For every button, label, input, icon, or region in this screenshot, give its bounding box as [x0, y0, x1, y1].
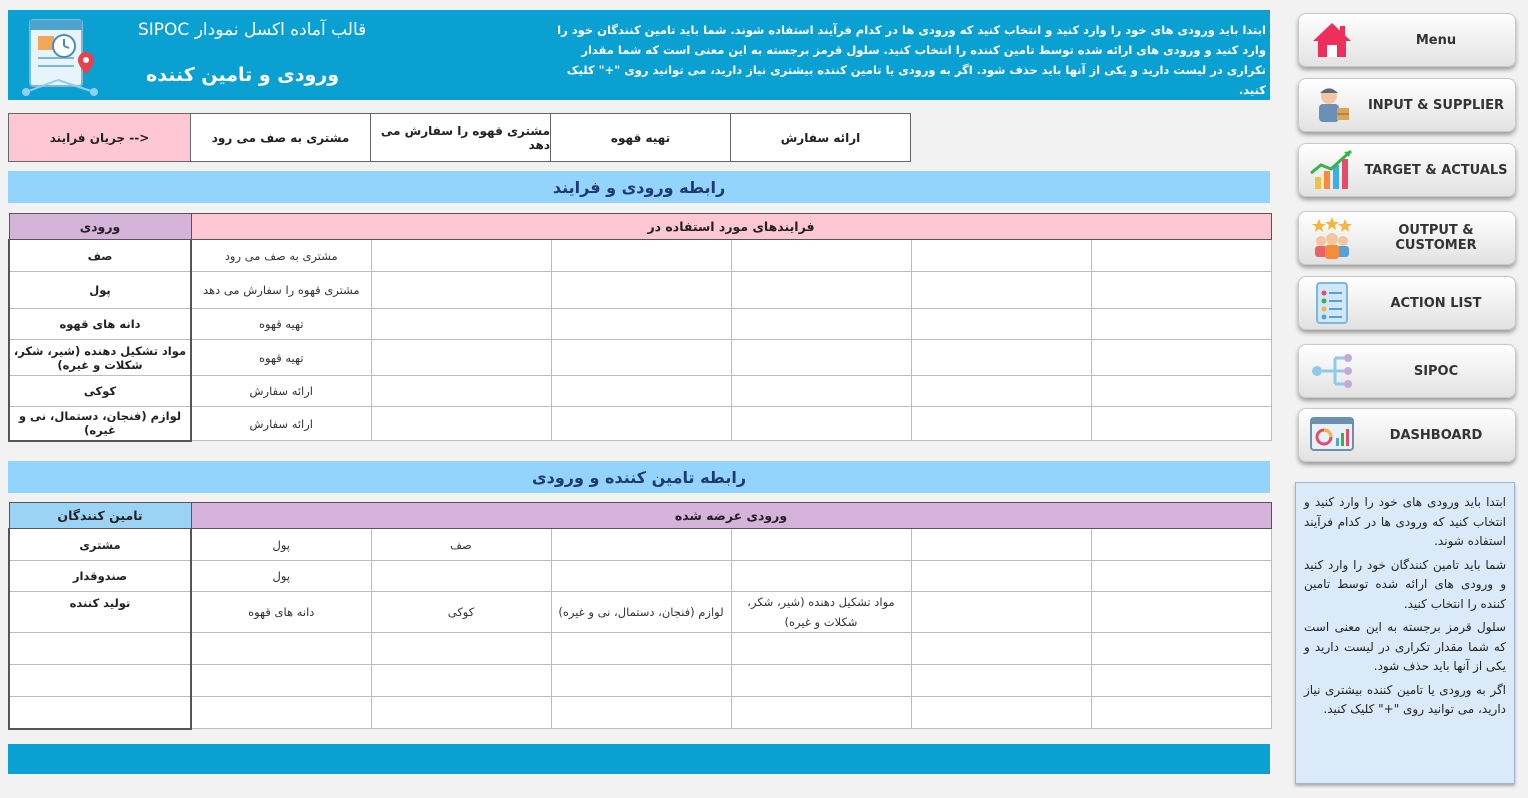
supplied-input-cell[interactable]: [731, 529, 911, 561]
nav-input-supplier-button[interactable]: [1298, 78, 1516, 132]
supplied-input-cell[interactable]: [1091, 592, 1271, 633]
section-supplier-input-title: رابطه تامین کننده و ورودی: [8, 461, 1270, 493]
dashboard-icon: [1307, 412, 1357, 458]
supplied-input-cell[interactable]: [371, 697, 551, 729]
supplier-input-table: [8, 502, 1272, 730]
nav-output-customer-button[interactable]: [1298, 211, 1516, 265]
supplied-input-cell[interactable]: [191, 665, 371, 697]
process-cell[interactable]: [911, 376, 1091, 407]
process-cell[interactable]: [911, 309, 1091, 340]
page-subtitle: ورودی و تامین کننده: [146, 64, 340, 86]
supplied-input-cell[interactable]: مواد تشکیل دهنده (شیر، شکر، شکلات و غیره): [731, 592, 911, 633]
supplier-cell[interactable]: مشتری: [9, 529, 191, 561]
nav-sipoc-button[interactable]: [1298, 344, 1516, 398]
process-cell[interactable]: [731, 407, 911, 441]
supplied-input-cell[interactable]: لوازم (فنجان، دستمال، نی و غیره): [551, 592, 731, 633]
header-description: ابتدا باید ورودی های خود را وارد کنید و انتخاب کنید که ورودی ها در کدام فرآیند استفاده شوند. شما باید تامین کنندگان خود را وارد کنید و ورودی های ارائه شده توسط تامین کننده را انتخاب کنید. سلول قرمز برجسته به این معنی است که شما مقدار تکراری در لیست دارید و یکی از آنها باید حذف شود. اگر به ورودی یا تامین کننده بیشتری نیاز دارید، می توانید روی "+" کلیک کنید.: [557, 23, 1266, 97]
process-cell[interactable]: [551, 407, 731, 441]
footer-bar: [8, 744, 1270, 774]
process-flow-row: [8, 113, 911, 162]
instruction-paragraph: شما باید تامین کنندگان خود را وارد کنید و ورودی های ارائه شده توسط تامین کننده را انتخاب کنید.: [1304, 557, 1506, 611]
supplied-inputs-header: ورودی عرضه شده: [191, 503, 1271, 529]
section-input-process-title: رابطه ورودی و فرایند: [8, 171, 1270, 203]
supplied-input-cell[interactable]: [1091, 697, 1271, 729]
supplied-input-cell[interactable]: [371, 633, 551, 665]
nav-label: SIPOC: [1413, 363, 1459, 379]
instructions-box: [1295, 482, 1515, 784]
supplied-input-cell[interactable]: صف: [371, 529, 551, 561]
supplier-cell[interactable]: [9, 665, 191, 697]
supplied-input-cell[interactable]: [551, 665, 731, 697]
input-cell[interactable]: صف: [9, 240, 191, 272]
supplied-input-cell[interactable]: [731, 633, 911, 665]
process-cell[interactable]: [1091, 272, 1271, 309]
process-cell[interactable]: [911, 240, 1091, 272]
supplied-input-cell[interactable]: دانه های قهوه: [191, 592, 371, 633]
checklist-icon: [1307, 280, 1357, 326]
process-cell[interactable]: [911, 272, 1091, 309]
flow-step[interactable]: تهیه قهوه: [550, 113, 731, 162]
process-cell[interactable]: [371, 407, 551, 441]
supplied-input-cell[interactable]: [371, 561, 551, 592]
process-cell[interactable]: ارائه سفارش: [191, 407, 371, 441]
nav-target-actuals-button[interactable]: [1298, 143, 1516, 197]
instruction-paragraph: سلول قرمز برجسته به این معنی است که شما مقدار تکراری در لیست دارید و یکی از آنها باید حذف شود.: [1304, 620, 1506, 673]
process-cell[interactable]: [1091, 376, 1271, 407]
process-cell[interactable]: [371, 240, 551, 272]
supplied-input-cell[interactable]: [1091, 529, 1271, 561]
customers-icon: [1307, 215, 1357, 261]
process-cell[interactable]: مشتری قهوه را سفارش می دهد: [191, 272, 371, 309]
process-cell[interactable]: [1091, 309, 1271, 340]
supplied-input-cell[interactable]: [551, 697, 731, 729]
process-cell[interactable]: [551, 340, 731, 376]
process-cell[interactable]: [371, 376, 551, 407]
supplier-cell[interactable]: تولید کننده: [9, 592, 191, 633]
supplied-input-cell[interactable]: [191, 697, 371, 729]
supplier-cell[interactable]: صندوقدار: [9, 561, 191, 592]
input-cell[interactable]: مواد تشکیل دهنده (شیر، شکر، شکلات و غیره): [9, 340, 191, 376]
process-cell[interactable]: [731, 340, 911, 376]
nav-label: DASHBOARD: [1389, 427, 1483, 443]
process-flow-label: <-- جریان فرایند: [8, 113, 191, 162]
input-process-table: [8, 213, 1272, 442]
process-cell[interactable]: [551, 376, 731, 407]
home-icon: [1307, 17, 1357, 63]
supplied-input-cell[interactable]: [191, 633, 371, 665]
process-cell[interactable]: [371, 340, 551, 376]
supplied-input-cell[interactable]: [731, 561, 911, 592]
processes-used-header: فرایندهای مورد استفاده در: [191, 214, 1271, 240]
supplied-input-cell[interactable]: [1091, 561, 1271, 592]
process-cell[interactable]: ارائه سفارش: [191, 376, 371, 407]
supplied-input-cell[interactable]: [551, 633, 731, 665]
supplied-input-cell[interactable]: [911, 633, 1091, 665]
nav-label: OUTPUT & CUSTOMER: [1395, 223, 1477, 253]
supplier-cell[interactable]: [9, 697, 191, 729]
supplied-input-cell[interactable]: [911, 665, 1091, 697]
process-cell[interactable]: [731, 309, 911, 340]
flow-step[interactable]: مشتری به صف می رود: [190, 113, 371, 162]
nav-label: INPUT & SUPPLIER: [1367, 97, 1505, 113]
instruction-paragraph: اگر به ورودی یا تامین کننده بیشتری نیاز دارید، می توانید روی "+" کلیک کنید.: [1304, 682, 1506, 716]
supplied-input-cell[interactable]: پول: [191, 529, 371, 561]
flow-step[interactable]: ارائه سفارش: [730, 113, 911, 162]
input-cell[interactable]: دانه های قهوه: [9, 309, 191, 340]
supplied-input-cell[interactable]: [371, 665, 551, 697]
supplier-icon: [1307, 82, 1357, 128]
process-cell[interactable]: تهیه قهوه: [191, 340, 371, 376]
supplied-input-cell[interactable]: [911, 561, 1091, 592]
process-cell[interactable]: تهیه قهوه: [191, 309, 371, 340]
process-cell[interactable]: [731, 376, 911, 407]
sipoc-flow-icon: [1307, 348, 1357, 394]
supplied-input-cell[interactable]: [551, 561, 731, 592]
process-cell[interactable]: [731, 240, 911, 272]
suppliers-column-header: تامین کنندگان: [9, 503, 191, 529]
nav-label: ACTION LIST: [1390, 295, 1482, 311]
process-cell[interactable]: [911, 340, 1091, 376]
input-cell[interactable]: کوکی: [9, 376, 191, 407]
instruction-paragraph: ابتدا باید ورودی های خود را وارد کنید و انتخاب کنید که ورودی ها در کدام فرآیند استفاده شوند.: [1304, 495, 1506, 548]
nav-label: Menu: [1415, 32, 1457, 48]
input-column-header: ورودی: [9, 214, 191, 240]
page-title: قالب آماده اکسل نمودار SIPOC: [138, 20, 367, 40]
nav-action-list-button[interactable]: [1298, 276, 1516, 330]
process-cell[interactable]: [371, 272, 551, 309]
growth-chart-icon: [1307, 147, 1357, 193]
supplied-input-cell[interactable]: [911, 529, 1091, 561]
supplied-input-cell[interactable]: [911, 592, 1091, 633]
nav-label: TARGET & ACTUALS: [1364, 162, 1508, 178]
process-cell[interactable]: [1091, 407, 1271, 441]
supplier-cell[interactable]: [9, 633, 191, 665]
process-cell[interactable]: [551, 309, 731, 340]
nav-dashboard-button[interactable]: [1298, 408, 1516, 462]
process-cell[interactable]: [551, 240, 731, 272]
supplied-input-cell[interactable]: [551, 529, 731, 561]
process-cell[interactable]: [731, 272, 911, 309]
process-cell[interactable]: [1091, 340, 1271, 376]
input-cell[interactable]: پول: [9, 272, 191, 309]
process-cell[interactable]: [551, 272, 731, 309]
supplied-input-cell[interactable]: کوکی: [371, 592, 551, 633]
process-cell[interactable]: [911, 407, 1091, 441]
supplied-input-cell[interactable]: [731, 665, 911, 697]
supplied-input-cell[interactable]: [1091, 633, 1271, 665]
sipoc-document-icon: [16, 14, 106, 98]
supplied-input-cell[interactable]: [1091, 665, 1271, 697]
flow-step[interactable]: مشتری قهوه را سفارش می دهد: [370, 113, 551, 162]
input-cell[interactable]: لوازم (فنجان، دستمال، نی و غیره): [9, 407, 191, 441]
process-cell[interactable]: [371, 309, 551, 340]
process-cell[interactable]: [1091, 240, 1271, 272]
process-cell[interactable]: مشتری به صف می رود: [191, 240, 371, 272]
header-banner: [8, 10, 1270, 100]
supplied-input-cell[interactable]: [731, 697, 911, 729]
supplied-input-cell[interactable]: [911, 697, 1091, 729]
supplied-input-cell[interactable]: پول: [191, 561, 371, 592]
nav-menu-button[interactable]: [1298, 13, 1516, 67]
